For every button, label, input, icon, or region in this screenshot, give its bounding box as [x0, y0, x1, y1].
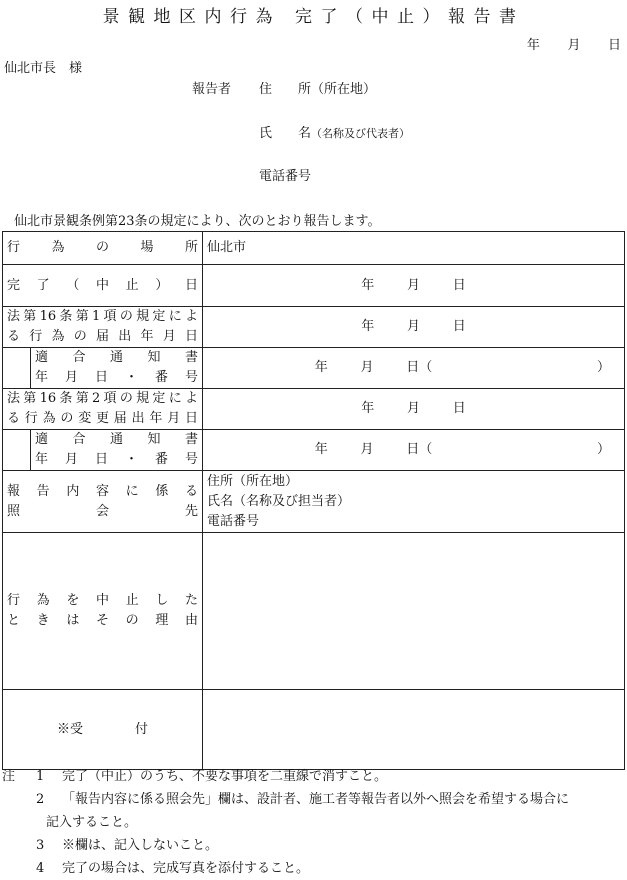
conform-2-paren-close: ）: [596, 442, 610, 457]
place-value[interactable]: 仙北市: [203, 232, 625, 265]
row-receipt: [3, 690, 625, 770]
conform-2-label-line2: 年月日・番号: [35, 452, 199, 467]
row-conform-2: [3, 430, 625, 471]
note-num: 3: [36, 838, 45, 853]
note-num: 4: [36, 861, 45, 876]
contact-value[interactable]: [203, 471, 625, 533]
contact-label-line1: 報告内容に係る: [7, 483, 199, 499]
row-notice16-1: [3, 307, 625, 348]
receipt-label: ※受 付: [3, 690, 203, 770]
reason-label-line2: ときはその理由: [7, 613, 199, 628]
reason-value[interactable]: [203, 533, 625, 690]
receipt-value: [203, 690, 625, 770]
row-completion: [3, 265, 625, 307]
notice16-2-label: [3, 389, 203, 430]
notice16-2-label-line2: る行為の変更届出年月日: [7, 411, 199, 426]
row-place: [3, 232, 625, 265]
reason-label: [3, 533, 203, 690]
note-num: [36, 811, 46, 834]
conform-2-label-line1: 適合通知書: [35, 432, 199, 447]
notice16-1-date[interactable]: 年 月 日: [203, 307, 625, 348]
conform-1-date: 年 月 日（: [314, 360, 433, 375]
note-item: [2, 765, 569, 788]
note-text: ※欄は、記入しないこと。: [62, 838, 219, 853]
notice16-2-label-line1: 法第16条第2項の規定によ: [7, 391, 199, 406]
row-notice16-2: [3, 389, 625, 430]
completion-label: 完了（中止）日: [3, 265, 203, 307]
conform-2-value[interactable]: [203, 430, 625, 471]
row-contact: [3, 471, 625, 533]
notice16-2-date[interactable]: 年 月 日: [203, 389, 625, 430]
note-text: 記入すること。: [46, 815, 138, 830]
reporter-name-label: [259, 122, 410, 141]
conform-2-date: 年 月 日（: [314, 442, 433, 457]
note-num: 2: [36, 792, 45, 807]
contact-address-label: 住所（所在地）: [207, 474, 299, 489]
document-title: 景観地区内行為 完了（中止）報告書: [102, 7, 525, 27]
indent-cell: [3, 430, 31, 471]
row-reason: [3, 533, 625, 690]
reporter-address-label: 住 所（所在地）: [259, 82, 377, 97]
reporter-label: 報告者: [192, 82, 232, 97]
note-item: [2, 834, 569, 857]
notes: [2, 765, 569, 880]
indent-cell: [3, 348, 31, 389]
contact-label: [3, 471, 203, 533]
report-date: 年 月 日: [526, 38, 621, 53]
row-conform-1: [3, 348, 625, 389]
reason-label-line1: 行為を中止した: [7, 593, 199, 608]
note-num: 1: [36, 769, 45, 784]
report-table: [2, 231, 625, 770]
contact-label-line2: 照会先: [7, 503, 199, 519]
contact-phone-label: 電話番号: [207, 514, 260, 529]
addressee: 仙北市長 様: [4, 61, 83, 76]
reporter-name-suffix: （名称及び代表者）: [311, 127, 411, 140]
notice16-1-label: [3, 307, 203, 348]
note-text: 完了（中止）のうち、不要な事項を二重線で消すこと。: [62, 769, 388, 784]
note-item: [2, 788, 569, 811]
contact-name-label: 氏名（名称及び担当者）: [207, 494, 351, 509]
notes-prefix: 注: [2, 769, 16, 784]
conform-2-label: [31, 430, 203, 471]
reporter-phone-label: 電話番号: [259, 169, 312, 184]
notice16-1-label-line2: る行為の届出年月日: [7, 329, 199, 344]
note-item: [2, 811, 569, 834]
conform-1-label: [31, 348, 203, 389]
place-label: 行為の場所: [3, 232, 203, 265]
conform-1-paren-close: ）: [596, 360, 610, 375]
conform-1-value[interactable]: [203, 348, 625, 389]
reporter-name-prefix: 氏 名: [259, 126, 312, 141]
completion-date[interactable]: 年 月 日: [203, 265, 625, 307]
conform-1-label-line1: 適合通知書: [35, 350, 199, 365]
intro-text: 仙北市景観条例第23条の規定により、次のとおり報告します。: [14, 214, 381, 229]
note-text: 完了の場合は、完成写真を添付すること。: [62, 861, 310, 876]
note-text: 「報告内容に係る照会先」欄は、設計者、施工者等報告者以外へ照会を希望する場合に: [62, 792, 570, 807]
notice16-1-label-line1: 法第16条第1項の規定によ: [7, 309, 199, 324]
conform-1-label-line2: 年月日・番号: [35, 370, 199, 385]
